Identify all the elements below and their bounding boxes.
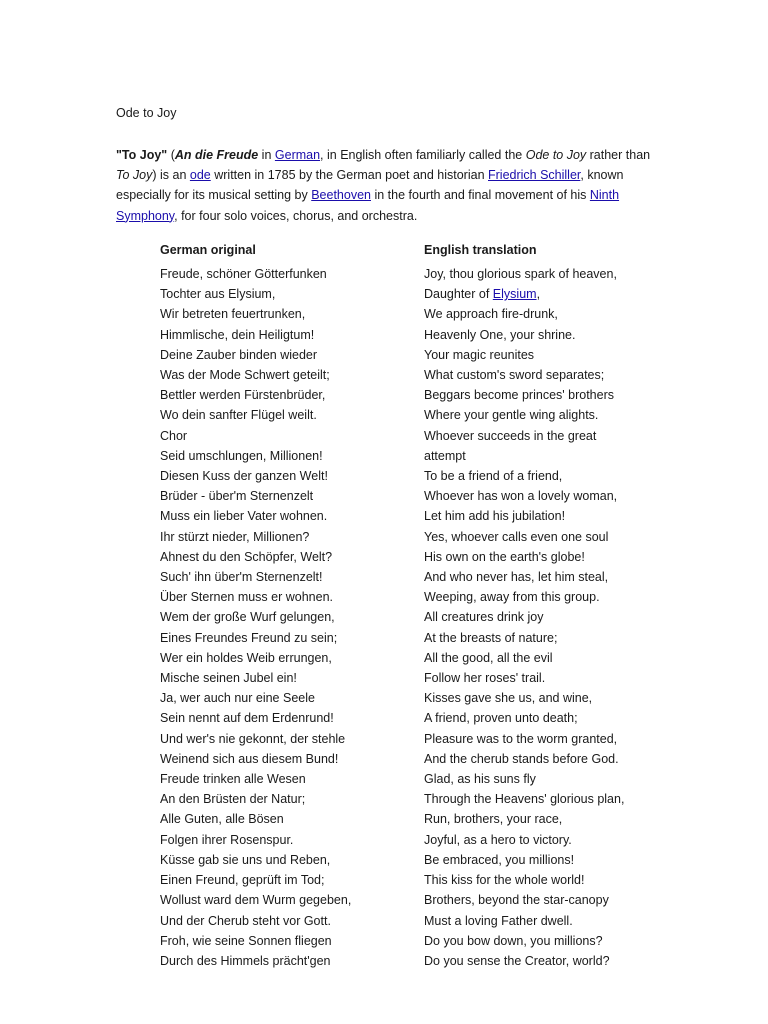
english-line: Do you bow down, you millions?	[424, 933, 603, 948]
german-line: Folgen ihrer Rosenspur.	[160, 832, 294, 847]
intro-italic: Ode to Joy	[525, 148, 587, 162]
german-line: Wo dein sanfter Flügel weilt.	[160, 408, 317, 423]
english-line: And who never has, let him steal,	[424, 570, 609, 585]
page-title: Ode to Joy	[116, 106, 177, 120]
english-column	[424, 240, 664, 971]
german-line: Wollust ward dem Wurm gegeben,	[160, 893, 352, 908]
english-line: All the good, all the evil	[424, 650, 553, 665]
german-line: Wer ein holdes Weib errungen,	[160, 650, 332, 665]
german-line: Mische seinen Jubel ein!	[160, 671, 297, 686]
intro-italic: To Joy	[116, 168, 153, 183]
link-ninth-symphony[interactable]: Ninth Symphony	[116, 188, 620, 223]
german-line: Weinend sich aus diesem Bund!	[160, 751, 339, 766]
english-lines	[424, 264, 664, 971]
link-german[interactable]: German	[274, 148, 321, 162]
link-beethoven[interactable]: Beethoven	[311, 188, 371, 203]
english-line: Kisses gave she us, and wine,	[424, 691, 593, 706]
english-line: Follow her roses' trail.	[424, 671, 546, 686]
english-line: A friend, proven unto death;	[424, 711, 578, 726]
german-line: Ihr stürzt nieder, Millionen?	[160, 529, 310, 544]
link-ode[interactable]: ode	[189, 168, 211, 183]
intro-text: in the fourth and final movement of his	[371, 188, 590, 203]
german-line: Eines Freundes Freund zu sein;	[160, 630, 338, 645]
english-line-text: ,	[536, 287, 541, 302]
english-line: At the breasts of nature;	[424, 630, 558, 645]
intro-text: (	[167, 148, 175, 162]
english-line: Through the Heavens' glorious plan,	[424, 792, 625, 807]
german-line: Alle Guten, alle Bösen	[160, 812, 284, 827]
german-line: Brüder - über'm Sternenzelt	[160, 489, 314, 504]
german-line: Bettler werden Fürstenbrüder,	[160, 388, 326, 403]
german-line: Freude trinken alle Wesen	[160, 772, 306, 787]
intro-bold-title: "To Joy"	[116, 148, 168, 162]
english-line: Whoever succeeds in the great attempt	[424, 428, 597, 463]
german-line: Und der Cherub steht vor Gott.	[160, 913, 331, 928]
english-line: Run, brothers, your race,	[424, 812, 563, 827]
english-line-text: Daughter of	[424, 287, 493, 302]
english-line: His own on the earth's globe!	[424, 549, 585, 564]
german-column	[160, 240, 420, 971]
german-line: Froh, wie seine Sonnen fliegen	[160, 933, 332, 948]
german-line: Tochter aus Elysium,	[160, 287, 276, 302]
intro-text: , in English often familiarly called the	[320, 148, 526, 162]
intro-paragraph	[116, 145, 656, 226]
german-line: Diesen Kuss der ganzen Welt!	[160, 469, 328, 484]
english-column-header: English translation	[424, 243, 537, 257]
link-schiller[interactable]: Friedrich Schiller	[488, 168, 581, 183]
english-line: Heavenly One, your shrine.	[424, 327, 576, 342]
german-line: Muss ein lieber Vater wohnen.	[160, 509, 328, 524]
german-line: Wem der große Wurf gelungen,	[160, 610, 335, 625]
english-line: All creatures drink joy	[424, 610, 544, 625]
english-line: Be embraced, you millions!	[424, 852, 575, 867]
german-line: Such' ihn über'm Sternenzelt!	[160, 570, 323, 585]
intro-text: , for four solo voices, chorus, and orchestra.	[174, 208, 418, 223]
english-line	[424, 284, 664, 304]
german-line: Freude, schöner Götterfunken	[160, 267, 327, 281]
german-line: Und wer's nie gekonnt, der stehle	[160, 731, 346, 746]
german-line: Deine Zauber binden wieder	[160, 347, 318, 362]
german-lines	[160, 264, 420, 971]
link-elysium[interactable]: Elysium	[492, 287, 537, 302]
intro-text: in	[258, 148, 275, 162]
intro-text: rather than	[586, 148, 651, 162]
german-line: Ahnest du den Schöpfer, Welt?	[160, 549, 333, 564]
english-line: Yes, whoever calls even one soul	[424, 529, 609, 544]
german-line: Einen Freund, geprüft im Tod;	[160, 873, 325, 888]
english-line: Beggars become princes' brothers	[424, 388, 614, 403]
german-line: Küsse gab sie uns und Reben,	[160, 852, 331, 867]
german-line: Was der Mode Schwert geteilt;	[160, 368, 330, 383]
english-line: And the cherub stands before God.	[424, 751, 619, 766]
english-line: To be a friend of a friend,	[424, 469, 563, 484]
german-line: Wir betreten feuertrunken,	[160, 307, 306, 322]
english-line: Your magic reunites	[424, 347, 535, 362]
german-line: Sein nennt auf dem Erdenrund!	[160, 711, 334, 726]
german-line: Über Sternen muss er wohnen.	[160, 590, 334, 605]
english-line: Joy, thou glorious spark of heaven,	[424, 267, 617, 281]
german-column-header: German original	[160, 243, 256, 257]
english-line: Where your gentle wing alights.	[424, 408, 599, 423]
intro-text: , known especially for its musical setting by	[116, 168, 624, 203]
english-line: Weeping, away from this group.	[424, 590, 600, 605]
english-line: Do you sense the Creator, world?	[424, 953, 610, 968]
intro-text: written in 1785 by the German poet and historian	[210, 168, 488, 183]
english-line: Brothers, beyond the star-canopy	[424, 893, 609, 908]
german-line: Durch des Himmels prächt'gen	[160, 953, 331, 968]
german-line: Himmlische, dein Heiligtum!	[160, 327, 315, 342]
german-line: An den Brüsten der Natur;	[160, 792, 306, 807]
english-line: This kiss for the whole world!	[424, 873, 585, 888]
english-line: Glad, as his suns fly	[424, 772, 536, 787]
german-line: Chor	[160, 428, 188, 443]
english-line: Joyful, as a hero to victory.	[424, 832, 572, 847]
english-line: Let him add his jubilation!	[424, 509, 566, 524]
english-line: Must a loving Father dwell.	[424, 913, 573, 928]
english-line: Whoever has won a lovely woman,	[424, 489, 618, 504]
german-line: Ja, wer auch nur eine Seele	[160, 691, 315, 706]
german-line: Seid umschlungen, Millionen!	[160, 448, 323, 463]
intro-german-title: An die Freude	[174, 148, 259, 162]
english-line: We approach fire-drunk,	[424, 307, 558, 322]
english-line: Pleasure was to the worm granted,	[424, 731, 618, 746]
intro-text: ) is an	[152, 168, 190, 183]
english-line: What custom's sword separates;	[424, 368, 605, 383]
